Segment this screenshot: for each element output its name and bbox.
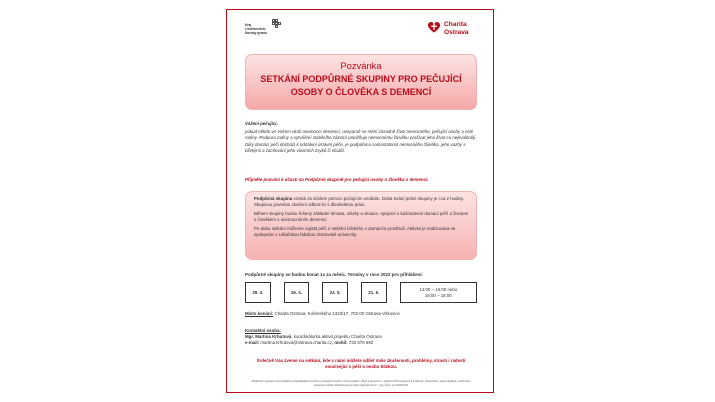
charita-heart-icon	[427, 20, 441, 34]
table-gap	[270, 283, 284, 303]
invitation-subtitle: Pozvánka	[340, 60, 382, 71]
mobil-value: 733 676 692	[347, 340, 374, 345]
info-paragraph-3: Po dobu setkání můžeme zajistit péči o Vašeho blízkého v domácím prostředí. Aktivita je realizována ve spolupráci s Lékařskou fakultou Ostravské univerzity.	[254, 225, 456, 237]
venue-label: Místo konání:	[245, 311, 274, 316]
logo-line-3: Norway grants	[245, 31, 268, 36]
charita-logo	[427, 18, 489, 40]
venue-value: Charita Ostrava, Kořenského 1323/17, 703 00 Ostrava-Vítkovice	[273, 311, 400, 316]
time-line-2: 16:00 – 18:00	[424, 292, 452, 298]
invite-line: Přijměte pozvání k účasti na Podpůrné skupině pro pečující osoby o člověka s demencí.	[245, 177, 429, 182]
page-title: SETKÁNÍ PODPŮRNÉ SKUPINY PRO PEČUJÍCÍ OSOBY O ČLOVĚKA S DEMENCÍ	[260, 74, 462, 97]
footnote: Podpořeno grantem z Evropského hospodářského prostoru a Norských fondů v rámci projektu „Žené a demence – zvýšení informovanosti a možností, přizvečnění, časná detekce, možnostmi prevence a léčby Alzheimerovy a jiných typů demencí" r. reg. Číslo: LH-HN01-007	[251, 380, 471, 387]
charita-line-1: Charita	[444, 21, 467, 28]
date-cell: 21. 6.	[361, 283, 386, 303]
charita-line-2: Ostrava	[444, 28, 469, 36]
title-box	[245, 54, 477, 110]
kraj-grants-logo	[245, 19, 305, 43]
intro-paragraph: pokud někdo ve Vašem okolí onemocní demencí, nesporně se mění zásadně život nemocného, pečující osoby a celé rodiny. Podpora rodiny a vytváření stabilního zázemí umožňuje nemocnému člověku prožívat jeho život co nejkvalitněji. Díky domácí péči dochází k oddálení ústavní péče, je podpořena samostatnost nemocného člověka, jeho vazby s blízkými a zachování jeho vlastních zvyků či rituálů.	[245, 129, 477, 153]
info-bold-term: Podpůrná skupina	[254, 196, 293, 201]
email-label: e-mail:	[245, 340, 260, 345]
table-gap	[386, 283, 400, 303]
contact-name: Mgr. Martina Krhutová	[245, 334, 292, 339]
mobil-label: , mobil:	[331, 340, 348, 345]
date-cell: 26. 4.	[284, 283, 309, 303]
table-gap	[309, 283, 323, 303]
greeting: Vážení pečující,	[245, 121, 278, 126]
logo-line-2: Liechtenstein	[245, 27, 266, 32]
closing-text: Srdečně Vás zveme na setkání, kde s námi můžete sdílet Vaše zkušenosti, problémy, strasti i radosti související s péčí o osobu blízkou.	[256, 358, 466, 370]
contact-block	[245, 328, 477, 346]
date-cell: 24. 5.	[323, 283, 348, 303]
contact-role: , koordinátorka aktivit projektu Charita Ostrava	[291, 334, 382, 339]
info-box	[245, 191, 477, 260]
charita-logo-text	[444, 21, 469, 36]
info-p1-text: vzniká za účelem pomoci pečujícím osobám. Doba trvání jedné skupiny je cca 2 hodiny. Skupinou povedou zkušení odborníci s dlouholetou praxí.	[254, 196, 465, 208]
grants-grid-icon	[272, 19, 281, 28]
venue	[245, 311, 477, 316]
invitation-document	[226, 9, 494, 393]
info-paragraph-1	[254, 196, 469, 208]
schedule-intro: Podpůrné skupiny se budou konat 1x za měsíc. Termíny v roce 2022 pro přihlášení:	[245, 272, 423, 277]
contact-heading: Kontaktní osoba:	[245, 328, 281, 333]
schedule-row	[246, 283, 477, 303]
info-paragraph-2: Během skupiny budou řešeny základní témata, otázky a situace, spojené s každodenní domácí péčí a životem s člověkem s onemocněním demencí.	[254, 210, 469, 222]
logo-line-1: Kraj	[245, 23, 252, 27]
time-cell	[400, 283, 476, 303]
email-link[interactable]: martina.krhutova@ostrava.charita.cz	[259, 340, 332, 345]
date-cell: 29. 3.	[246, 283, 271, 303]
contact-details	[245, 340, 477, 346]
table-gap	[347, 283, 361, 303]
time-line-1: 14:00 – 16:00 nebo	[419, 286, 458, 292]
schedule-table	[245, 282, 477, 303]
